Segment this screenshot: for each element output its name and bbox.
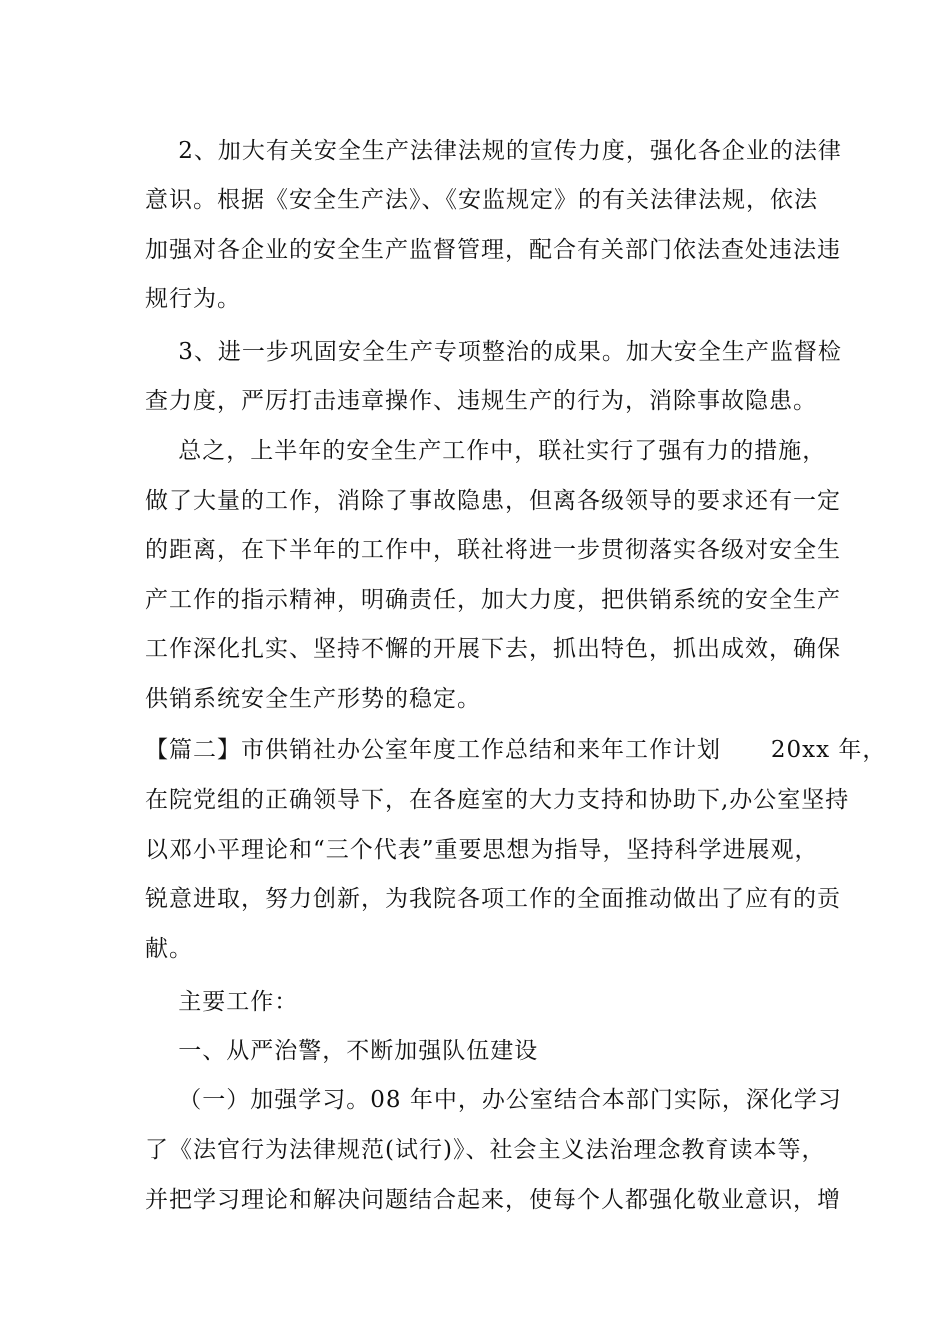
text-line: 做了大量的工作，消除了事故隐患，但离各级领导的要求还有一定 (145, 488, 841, 514)
text-line: 查力度，严厉打击违章操作、违规生产的行为，消除事故隐患。 (145, 388, 817, 414)
text-line: 主要工作： (145, 989, 299, 1015)
subheading-line: 一、从严治警，不断加强队伍建设 (145, 1038, 539, 1064)
text-line: 的距离，在下半年的工作中，联社将进一步贯彻落实各级对安全生 (145, 537, 841, 563)
text-line: 以邓小平理论和“三个代表”重要思想为指导，坚持科学进展观， (145, 837, 819, 863)
text-line: 工作深化扎实、坚持不懈的开展下去，抓出特色，抓出成效，确保 (145, 636, 841, 662)
text-line: 供销系统安全生产形势的稳定。 (145, 686, 481, 712)
text-line: 产工作的指示精神，明确责任，加大力度，把供销系统的安全生产 (145, 587, 841, 613)
text-line: （一）加强学习。08 年中，办公室结合本部门实际，深化学习 (145, 1087, 842, 1113)
section-heading-line: 【篇二】市供销社办公室年度工作总结和来年工作计划 20xx 年， (145, 737, 887, 763)
text-line: 锐意进取，努力创新，为我院各项工作的全面推动做出了应有的贡 (145, 886, 841, 912)
text-line: 并把学习理论和解决问题结合起来，使每个人都强化敬业意识，增 (145, 1187, 841, 1213)
text-line: 3、进一步巩固安全生产专项整治的成果。加大安全生产监督检 (145, 339, 842, 365)
text-line: 献。 (145, 936, 193, 962)
text-line: 在院党组的正确领导下，在各庭室的大力支持和协助下,办公室坚持 (145, 787, 850, 813)
text-line: 加强对各企业的安全生产监督管理，配合有关部门依法查处违法违 (145, 237, 841, 263)
text-line: 总之，上半年的安全生产工作中，联社实行了强有力的措施， (145, 438, 827, 464)
text-line: 规行为。 (145, 286, 241, 312)
text-line: 意识。根据《安全生产法》、《安监规定》的有关法律法规，依法 (145, 187, 818, 213)
text-line: 2、加大有关安全生产法律法规的宣传力度，强化各企业的法律 (145, 138, 842, 164)
text-line: 了《法官行为法律规范(试行)》、社会主义法治理念教育读本等， (145, 1137, 826, 1163)
